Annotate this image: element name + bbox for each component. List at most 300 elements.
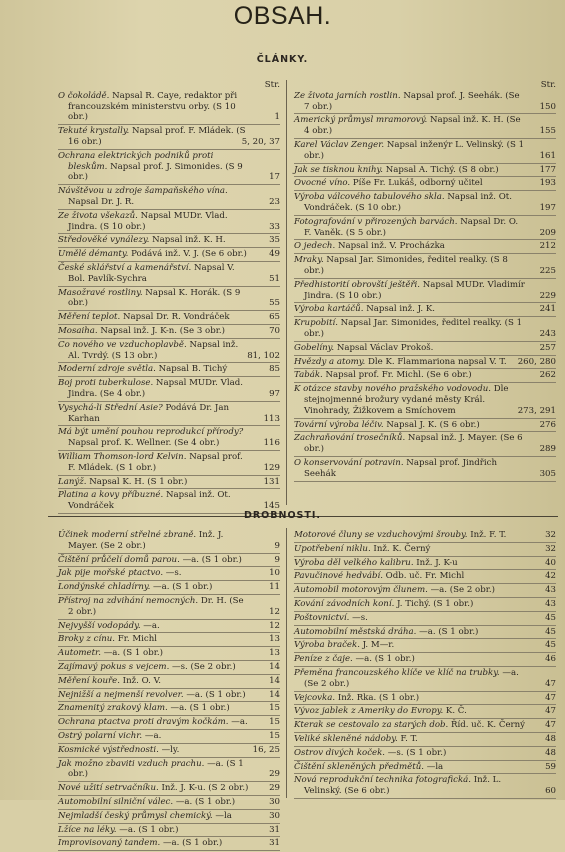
entry-title: Nejmladší český průmysl chemický. xyxy=(58,810,213,821)
toc-entry xyxy=(58,745,280,758)
entry-page-number: 11 xyxy=(269,582,280,593)
entry-author: Napsal MUDr. Vlad. Jindra. (Se 4 obr.) xyxy=(68,378,243,399)
toc-entry xyxy=(58,151,280,185)
entry-title: Automobilní silniční válec. xyxy=(58,796,174,807)
entry-title: Výroba braček. xyxy=(294,640,360,651)
entry-title: Ochrana elektrických podniků proti bleskům. xyxy=(58,150,214,172)
entry-page-number: 47 xyxy=(545,692,556,703)
toc-entry xyxy=(294,370,556,383)
toc-entry xyxy=(294,115,556,139)
entry-page-number: 51 xyxy=(269,273,280,284)
entry-page-number: 45 xyxy=(545,626,556,637)
entry-author: Napsal Václav Prokoš. xyxy=(336,342,434,353)
toc-entry xyxy=(58,717,280,730)
entry-page-number: 70 xyxy=(269,325,280,336)
drobnosti-right-column xyxy=(294,530,556,800)
entry-author: Inž. K. Černý xyxy=(373,543,431,554)
entry-author: Napsal prof. F. Mládek. (S 16 obr.) xyxy=(68,126,246,147)
entry-page-number: 40 xyxy=(545,557,556,568)
entry-title: Upotřebení niklu. xyxy=(294,543,371,554)
entry-page-number: 15 xyxy=(269,703,280,714)
entry-author: —a. (Se 2 obr.) xyxy=(430,585,495,596)
toc-entry xyxy=(58,731,280,744)
entry-title: O jedech. xyxy=(294,241,336,252)
entry-title: Zajímavý pokus s vejcem. xyxy=(58,661,170,672)
entry-page-number: 262 xyxy=(539,370,556,381)
toc-entry xyxy=(294,775,556,799)
toc-entry xyxy=(294,640,556,653)
toc-entry xyxy=(294,140,556,164)
entry-author: Inž. Rka. (S 1 obr.) xyxy=(337,692,420,703)
entry-page-number: 49 xyxy=(269,249,280,260)
entry-page-number: 81, 102 xyxy=(247,350,280,361)
entry-title: Čištění průčelí domů parou. xyxy=(58,554,180,565)
entry-title: Jak se tisknou knihy. xyxy=(294,164,383,175)
entry-author: Podává inž. V. J. (Se 6 obr.) xyxy=(131,249,247,260)
entry-title: Masožravé rostliny. xyxy=(58,287,143,298)
entry-author: Napsal prof. K. Wellner. (Se 4 obr.) xyxy=(68,438,220,449)
entry-author: Napsal Dr. R. Vondráček xyxy=(122,312,230,323)
toc-entry xyxy=(294,530,556,543)
toc-entry xyxy=(58,427,280,451)
entry-title: Výroba kartáčů. xyxy=(294,304,364,315)
entry-page-number: 65 xyxy=(269,312,280,323)
entry-page-number: 47 xyxy=(545,706,556,717)
entry-title: Ostrý polarní vichr. xyxy=(58,730,143,741)
entry-page-number: 43 xyxy=(545,585,556,596)
toc-entry xyxy=(294,748,556,761)
entry-page-number: 13 xyxy=(269,648,280,659)
entry-author: Inž. J. K-u. (S 2 obr.) xyxy=(161,783,249,794)
entry-title: Co nového ve vzduchoplavbě. xyxy=(58,339,187,350)
entry-page-number: 212 xyxy=(539,241,556,252)
toc-entry xyxy=(58,340,280,364)
entry-author: Napsal Jar. Simonides, ředitel realky. (S 8 obr.) xyxy=(304,255,508,276)
drobnosti-left-column xyxy=(58,530,280,852)
entry-title: Motorové čluny se vzduchovými šrouby. xyxy=(294,530,468,540)
entry-author: —s. xyxy=(165,568,182,579)
entry-author: Napsal Dr. O. F. Vaněk. (S 5 obr.) xyxy=(304,216,519,238)
entry-author: Podává Dr. Jan Karhan xyxy=(68,402,230,424)
entry-page-number: 15 xyxy=(269,730,280,741)
toc-entry xyxy=(294,720,556,733)
toc-entry xyxy=(58,596,280,620)
toc-entry xyxy=(58,676,280,689)
toc-entry xyxy=(294,255,556,279)
entry-author: Napsal inž. V. Procházka xyxy=(337,241,445,252)
toc-entry xyxy=(294,420,556,433)
toc-entry xyxy=(58,582,280,595)
entry-author: —a. (S 1 obr.) xyxy=(170,703,230,714)
toc-entry xyxy=(58,263,280,287)
entry-page-number: 13 xyxy=(269,634,280,645)
entry-title: Znamenitý zrakový klam. xyxy=(58,703,168,714)
toc-entry xyxy=(294,458,556,482)
toc-entry xyxy=(294,558,556,571)
entry-page-number: 31 xyxy=(269,838,280,849)
entry-author: Napsal Dr. J. R. xyxy=(68,196,135,207)
entry-page-number: 229 xyxy=(539,290,556,301)
entry-author: Fr. Michl xyxy=(117,634,157,645)
toc-entry xyxy=(58,568,280,581)
entry-author: —s. (S 1 obr.) xyxy=(387,747,447,758)
entry-page-number: 42 xyxy=(545,571,556,582)
entry-author: Inž. O. V. xyxy=(122,675,162,686)
entry-author: Píše Fr. Lukáš, odborný učitel xyxy=(352,178,483,189)
page-column-header: Str. xyxy=(264,80,280,90)
entry-title: Tabák. xyxy=(294,370,323,381)
entry-title: Mraky. xyxy=(294,255,324,266)
entry-title: Londýnské chladírny. xyxy=(58,582,151,593)
toc-entry xyxy=(294,318,556,342)
entry-author: Napsal R. Caye, redaktor při francouzském ministerstvu orby. (S 10 obr.) xyxy=(68,90,238,123)
entry-title: Krupobití. xyxy=(294,318,338,329)
entry-page-number: 225 xyxy=(539,265,556,276)
toc-entry xyxy=(58,759,280,783)
toc-entry xyxy=(58,648,280,661)
entry-author: Inž. J. Mayer. (Se 2 obr.) xyxy=(68,530,224,551)
toc-entry xyxy=(294,433,556,457)
entry-page-number: 150 xyxy=(539,101,556,112)
entry-page-number: 45 xyxy=(545,640,556,651)
entry-title: Jak pije mořské ptactvo. xyxy=(58,568,164,579)
entry-author: —la xyxy=(215,810,232,821)
toc-entry xyxy=(294,280,556,304)
entry-page-number: 193 xyxy=(539,178,556,189)
entry-author: Napsal V. Bol. Pavlík-Sychra xyxy=(68,262,235,284)
column-divider xyxy=(286,80,287,505)
entry-page-number: 23 xyxy=(269,196,280,207)
toc-entry xyxy=(294,571,556,584)
entry-page-number: 32 xyxy=(545,543,556,554)
entry-author: —a. (S 1 obr.) xyxy=(186,689,246,700)
toc-entry xyxy=(294,304,556,317)
entry-author: Dr. H. (Se 2 obr.) xyxy=(68,595,244,617)
entry-title: Přeměna francouzského klíče ve klíč na trubky. xyxy=(294,667,500,678)
toc-entry xyxy=(294,343,556,356)
entry-title: Karel Václav Zenger. xyxy=(294,139,385,150)
entry-page-number: 17 xyxy=(269,172,280,183)
entry-page-number: 55 xyxy=(269,298,280,309)
toc-entry xyxy=(294,693,556,706)
toc-entry xyxy=(294,613,556,626)
entry-author: Inž. L. Velinský. (Se 6 obr.) xyxy=(304,775,502,797)
entry-title: Pavučinové hedvábí. xyxy=(294,571,383,582)
toc-entry xyxy=(294,357,556,370)
entry-page-number: 161 xyxy=(539,150,556,161)
toc-entry xyxy=(294,706,556,719)
entry-title: Vývoz jablek z Ameriky do Evropy. xyxy=(294,706,444,717)
entry-author: Dle K. Flammariona napsal V. T. xyxy=(368,356,507,367)
entry-author: —ly. xyxy=(161,744,180,755)
toc-entry xyxy=(294,585,556,598)
entry-page-number: 60 xyxy=(545,786,556,797)
entry-author: Napsal inž. J. K. xyxy=(366,304,436,315)
entry-title: Automobil motorovým člunem. xyxy=(294,585,428,596)
toc-entry xyxy=(58,797,280,810)
entry-title: Návštěvou u zdroje šampaňského vína. xyxy=(58,186,228,197)
entry-title: České sklářství a kamenářství. xyxy=(58,262,192,273)
entry-author: —a. (S 1 obr.) xyxy=(162,838,223,849)
entry-author: Napsal inž. Al. Tvrdý. (S 13 obr.) xyxy=(68,339,239,361)
entry-title: Středověké vynálezy. xyxy=(58,235,150,246)
entry-author: —la xyxy=(426,761,444,772)
entry-title: Lžíce na léky. xyxy=(58,824,117,835)
entry-title: Měření teplot. xyxy=(58,312,121,323)
entry-page-number: 48 xyxy=(545,733,556,744)
entry-author: Napsal inženýr L. Velinský. (S 1 obr.) xyxy=(304,139,525,161)
section-heading-clanky: ČLÁNKY. xyxy=(256,54,309,65)
entry-page-number: 14 xyxy=(269,675,280,686)
entry-author: Napsal prof. Jindřich Seehák xyxy=(304,457,498,479)
entry-title: Kování závodních koní. xyxy=(294,598,395,609)
entry-title: K otázce stavby nového pražského vodovodu. xyxy=(294,384,491,395)
entry-author: —a. (S 1 obr.) xyxy=(119,824,179,835)
entry-title: Kterak se cestovalo za starých dob. xyxy=(294,720,449,731)
entry-page-number: 1 xyxy=(274,112,280,123)
toc-entry xyxy=(58,825,280,838)
entry-title: O čokoládě. xyxy=(58,90,110,101)
entry-author: Napsal prof. J. Seehák. (Se 7 obr.) xyxy=(304,90,520,112)
entry-title: Jak možno zbaviti vzduch prachu. xyxy=(58,758,205,769)
toc-entry xyxy=(294,762,556,775)
entry-author: Napsal A. Tichý. (S 8 obr.) xyxy=(385,164,499,175)
toc-entry xyxy=(294,91,556,115)
entry-title: Improvisovaný tandem. xyxy=(58,838,161,849)
toc-entry xyxy=(294,668,556,692)
toc-entry xyxy=(58,530,280,554)
toc-entry xyxy=(58,452,280,476)
column-divider xyxy=(286,528,287,798)
entry-page-number: 46 xyxy=(545,654,556,665)
entry-page-number: 29 xyxy=(269,769,280,780)
entry-author: J. M—r. xyxy=(362,640,395,651)
toc-entry xyxy=(58,249,280,262)
entry-page-number: 33 xyxy=(269,221,280,232)
entry-page-number: 129 xyxy=(263,462,280,473)
entry-author: —a. (S 1 obr.) xyxy=(182,554,242,565)
entry-author: —a. (S 1 obr.) xyxy=(153,582,213,593)
entry-title: Ochrana ptactva proti dravým kočkám. xyxy=(58,717,229,728)
entry-author: —a. xyxy=(231,717,248,728)
toc-entry xyxy=(294,544,556,557)
toc-entry xyxy=(294,384,556,418)
entry-page-number: 35 xyxy=(269,235,280,246)
entry-title: Peníze z čaje. xyxy=(294,654,353,665)
entry-title: Zachraňování trosečníků. xyxy=(294,433,406,444)
entry-author: J. Tichý. (S 1 obr.) xyxy=(397,598,474,609)
entry-title: Ovocné víno. xyxy=(294,178,351,189)
entry-title: Výroba válcového tabulového skla. xyxy=(294,192,445,203)
toc-entry xyxy=(58,634,280,647)
entry-page-number: 47 xyxy=(545,720,556,731)
entry-title: Nejvyšší vodopády. xyxy=(58,620,141,631)
entry-page-number: 12 xyxy=(269,620,280,631)
entry-author: —a. xyxy=(144,730,162,741)
entry-title: Poštovnictví. xyxy=(294,612,350,623)
entry-author: Inž. J. K-u xyxy=(416,557,458,568)
entry-title: Předhistorití obrovští ještěři. xyxy=(294,279,421,290)
entry-page-number: 43 xyxy=(545,598,556,609)
entry-page-number: 9 xyxy=(274,540,280,551)
entry-title: Mosaiha. xyxy=(58,325,98,336)
toc-entry xyxy=(58,783,280,796)
toc-entry xyxy=(58,211,280,235)
entry-title: Čištění skleněných předmětů. xyxy=(294,761,424,772)
entry-author: —a. (Se 2 obr.) xyxy=(304,667,519,689)
entry-title: Přístroj na zdvihání nemocných. xyxy=(58,595,199,606)
toc-entry xyxy=(294,192,556,216)
entry-page-number: 305 xyxy=(539,468,556,479)
entry-page-number: 260, 280 xyxy=(517,356,556,367)
entry-title: Ostrov divých koček. xyxy=(294,747,386,758)
entry-author: —a. (S 1 obr.) xyxy=(68,758,244,780)
toc-entry xyxy=(294,734,556,747)
toc-entry xyxy=(58,662,280,675)
entry-page-number: 289 xyxy=(539,444,556,455)
entry-title: Platina a kovy příbuzné. xyxy=(58,490,164,501)
entry-page-number: 12 xyxy=(269,606,280,617)
entry-page-number: 30 xyxy=(269,796,280,807)
entry-author: Napsal inž. Ot. Vondráček xyxy=(68,490,231,512)
entry-author: Dle stejnojmenné brožury vydané městy Král. Vinohrady, Žižkovem a Smíchovem xyxy=(304,384,509,416)
entry-page-number: 5, 20, 37 xyxy=(241,136,280,147)
toc-entry xyxy=(58,703,280,716)
toc-entry xyxy=(58,91,280,125)
toc-entry xyxy=(294,599,556,612)
entry-author: —a. (S 1 obr.) xyxy=(355,654,415,665)
toc-entry xyxy=(58,186,280,210)
toc-entry xyxy=(58,364,280,377)
entry-page-number: 273, 291 xyxy=(517,405,556,416)
entry-author: Napsal inž. Ot. Vondráček. (S 10 obr.) xyxy=(304,192,512,213)
entry-author: Napsal MUDr. Vladimír Jindra. (S 10 obr.) xyxy=(304,279,525,301)
entry-page-number: 145 xyxy=(263,501,280,512)
entry-author: Napsal K. Horák. (S 9 obr.) xyxy=(68,287,241,309)
toc-entry xyxy=(294,627,556,640)
toc-entry xyxy=(58,378,280,402)
entry-title: Nová reprodukční technika fotografická. xyxy=(294,775,472,786)
entry-title: Ze života všekazů. xyxy=(58,210,138,221)
clanky-left-column xyxy=(58,80,280,515)
entry-page-number: 116 xyxy=(263,438,280,449)
entry-title: Umělé démanty. xyxy=(58,249,129,260)
entry-author: —s. xyxy=(352,612,368,623)
entry-author: Říd. uč. K. Černý xyxy=(450,720,526,731)
entry-author: Napsal B. Tichý xyxy=(158,364,228,375)
entry-title: Hvězdy a atomy. xyxy=(294,356,366,367)
entry-title: Lanýž. xyxy=(58,476,87,487)
toc-entry xyxy=(294,217,556,241)
entry-author: F. T. xyxy=(400,733,418,744)
entry-title: Broky z cínu. xyxy=(58,634,116,645)
entry-page-number: 30 xyxy=(269,810,280,821)
entry-author: —a. (S 1 obr.) xyxy=(175,796,236,807)
entry-page-number: 14 xyxy=(269,689,280,700)
clanky-right-column xyxy=(294,80,556,483)
entry-author: Napsal MUDr. Vlad. Jindra. (S 10 obr.) xyxy=(68,210,228,232)
entry-page-number: 29 xyxy=(269,783,280,794)
entry-author: Odb. uč. Fr. Michl xyxy=(385,571,465,582)
entry-page-number: 59 xyxy=(545,761,556,772)
entry-title: Boj proti tuberkulose. xyxy=(58,378,154,389)
toc-entry xyxy=(58,838,280,851)
entry-title: Měření kouře. xyxy=(58,675,120,686)
entry-author: Napsal inž. K. H. (Se 4 obr.) xyxy=(304,115,521,137)
entry-title: Americký průmysl mramorový. xyxy=(294,115,428,126)
entry-title: Kosmické výstřednosti. xyxy=(58,744,159,755)
toc-entry xyxy=(58,326,280,339)
entry-author: Inž. F. T. xyxy=(470,530,507,540)
entry-title: Vejcovka. xyxy=(294,692,336,703)
entry-title: Autometr. xyxy=(58,648,101,659)
entry-page-number: 177 xyxy=(539,164,556,175)
entry-title: Tekuté krystally. xyxy=(58,126,130,137)
entry-title: Automobilní městská dráha. xyxy=(294,626,417,637)
entry-title: Má být umění pouhou reprodukcí přírody? xyxy=(58,427,244,438)
toc-entry xyxy=(58,288,280,312)
entry-author: Napsal J. K. (S 6 obr.) xyxy=(386,419,480,430)
entry-page-number: 257 xyxy=(539,342,556,353)
entry-title: Nejnižší a nejmenší revolver. xyxy=(58,689,184,700)
section-heading-drobnosti: DROBNOSTI. xyxy=(243,510,321,521)
entry-page-number: 16, 25 xyxy=(252,744,280,755)
entry-page-number: 32 xyxy=(545,530,556,540)
entry-page-number: 97 xyxy=(269,388,280,399)
entry-page-number: 48 xyxy=(545,747,556,758)
entry-page-number: 155 xyxy=(539,126,556,137)
toc-entry xyxy=(58,403,280,427)
entry-page-number: 243 xyxy=(539,328,556,339)
toc-entry xyxy=(58,811,280,824)
entry-page-number: 14 xyxy=(269,661,280,672)
entry-author: Napsal Jar. Simonides, ředitel realky. (S 1 obr.) xyxy=(304,318,523,339)
toc-entry xyxy=(58,235,280,248)
entry-page-number: 131 xyxy=(263,476,280,487)
page-title: OBSAH. xyxy=(233,2,332,30)
entry-title: Moderní zdroje světla. xyxy=(58,364,156,375)
entry-page-number: 9 xyxy=(274,554,280,565)
entry-page-number: 85 xyxy=(269,364,280,375)
entry-author: —a. (S 1 obr.) xyxy=(419,626,479,637)
entry-page-number: 15 xyxy=(269,717,280,728)
toc-entry xyxy=(58,477,280,490)
entry-author: Napsal prof. Fr. Michl. (Se 6 obr.) xyxy=(325,370,472,381)
entry-page-number: 209 xyxy=(539,227,556,238)
entry-page-number: 276 xyxy=(539,419,556,430)
entry-author: Napsal prof. J. Simonides. (S 9 obr.) xyxy=(68,161,243,183)
entry-title: Tovární výroba léčiv. xyxy=(294,419,384,430)
entry-title: Fotografování v přirozených barvách. xyxy=(294,216,458,227)
toc-entry xyxy=(294,654,556,667)
page-column-header: Str. xyxy=(540,80,556,90)
entry-page-number: 10 xyxy=(269,568,280,579)
entry-author: —s. (Se 2 obr.) xyxy=(172,661,236,672)
entry-author: Napsal inž. K. H. xyxy=(152,235,226,246)
entry-title: Výroba děl velkého kalibru. xyxy=(294,557,414,568)
entry-page-number: 31 xyxy=(269,824,280,835)
entry-title: O konservování potravin. xyxy=(294,457,404,468)
toc-entry xyxy=(58,555,280,568)
entry-author: Napsal K. H. (S 1 obr.) xyxy=(89,476,188,487)
toc-entry xyxy=(294,241,556,254)
entry-title: Účinek moderní střelné zbraně. xyxy=(58,530,197,540)
toc-entry xyxy=(58,621,280,634)
entry-title: Nové užití setrvačníku. xyxy=(58,783,159,794)
toc-entry xyxy=(58,126,280,150)
entry-author: —a. xyxy=(143,620,160,631)
toc-entry xyxy=(58,690,280,703)
